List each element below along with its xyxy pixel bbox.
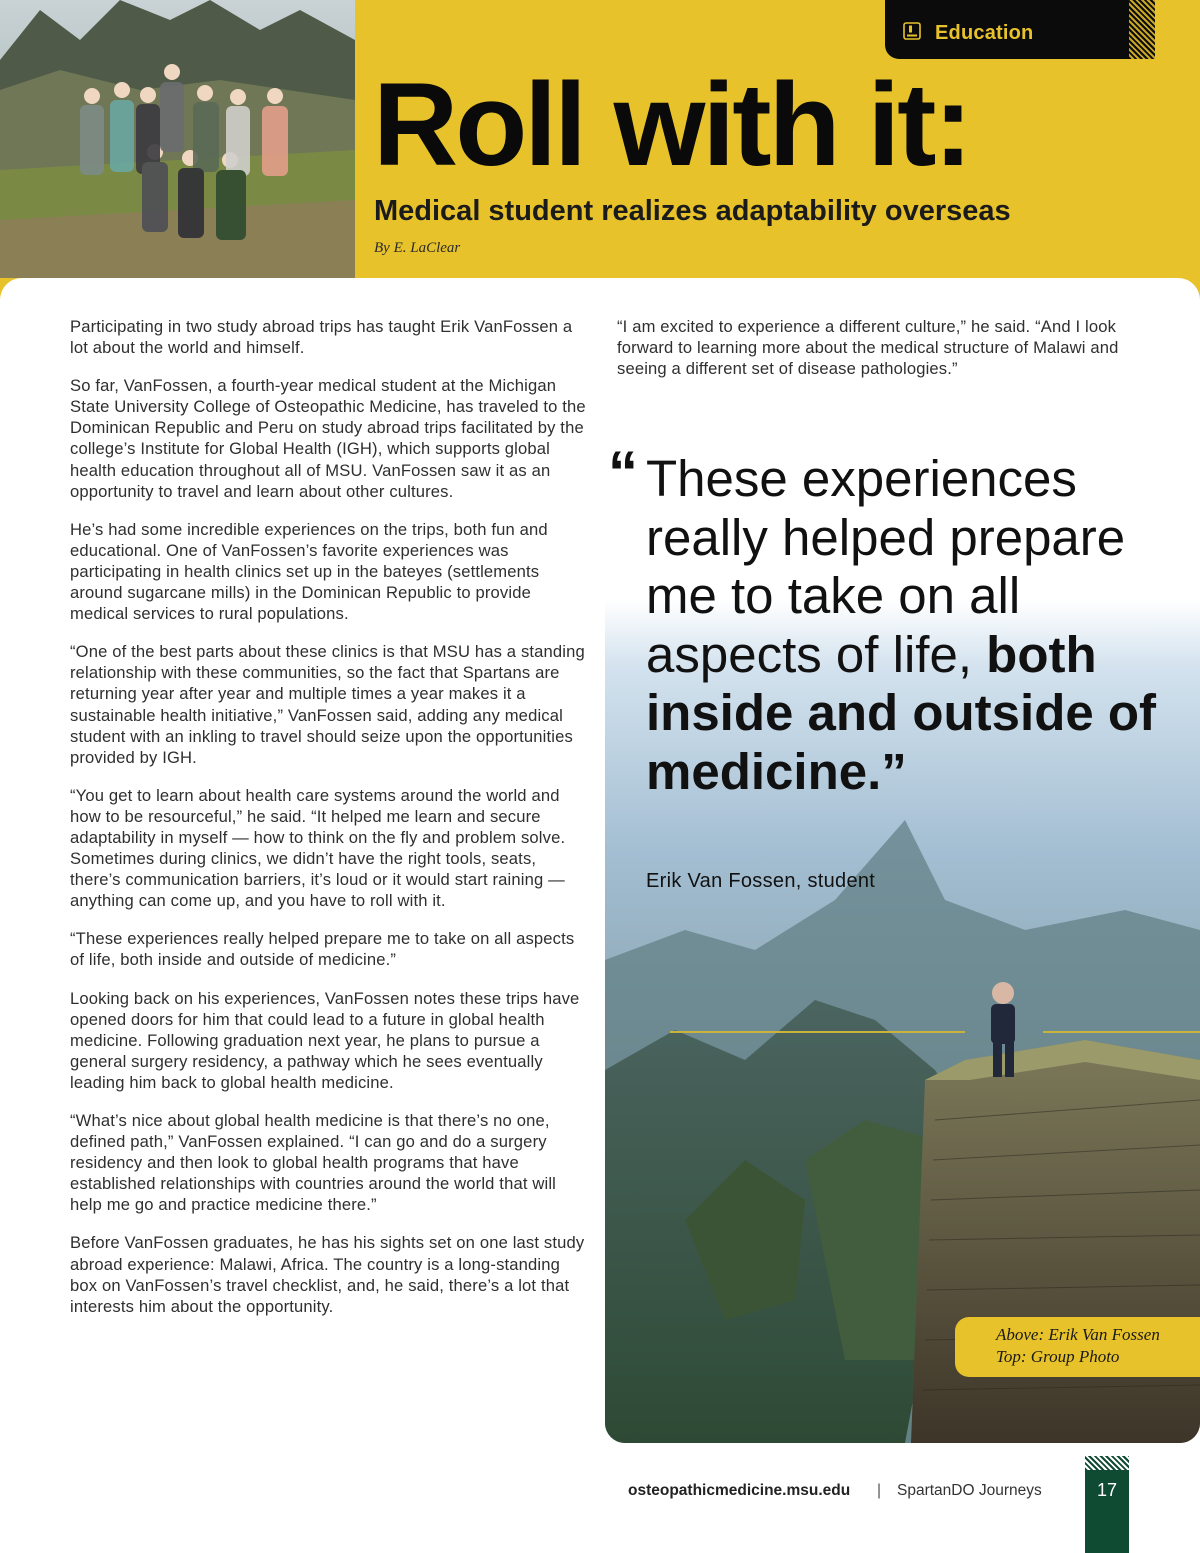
microscope-icon xyxy=(903,22,921,40)
paragraph: Participating in two study abroad trips has taught Erik VanFossen a lot about the world and himself. xyxy=(70,317,573,358)
section-tag xyxy=(885,0,1155,59)
footer-website-link[interactable]: osteopathicmedicine.msu.edu xyxy=(628,1482,851,1499)
pull-quote-regular: These experiences really helped prepare me to take on all aspects of life, xyxy=(646,450,1126,683)
caption-line-1: Above: Erik Van Fossen xyxy=(996,1325,1160,1344)
paragraph: “I am excited to experience a different culture,” he said. “And I look forward to learning more about the medical structure of Malawi and seeing a different set of disease pathologies.” xyxy=(617,317,1119,379)
paragraph: So far, VanFossen, a fourth-year medical student at the Michigan State University College of Osteopathic Medicine, has traveled to the Dominican Republic and Peru on study abroad trips facilitated by the college’s Institute for Global Health (IGH), which supports global health education throughout all of MSU. VanFossen saw it as an opportunity to travel and learn about other cultures. xyxy=(70,376,586,501)
tag-hatch-decoration xyxy=(1129,0,1155,59)
quote-attribution: Erik Van Fossen, student xyxy=(646,870,876,892)
paragraph: Before VanFossen graduates, he has his sights set on one last study abroad experience: Malawi, Africa. The country is a long-standing box on VanFossen’s travel checklist, and, he said, there’s a lot that interests him about the opportunity. xyxy=(70,1233,585,1316)
caption-line-2: Top: Group Photo xyxy=(996,1347,1120,1366)
paragraph: “What’s nice about global health medicine is that there’s no one, defined path,” VanFossen explained. “I can go and do a surgery residency and then look to global health programs that have established relationships with countries around the world that will help me go and practice medicine there.” xyxy=(70,1111,556,1215)
paragraph: “One of the best parts about these clinics is that MSU has a standing relationship with these communities, so the fact that Spartans are returning year after year and multiple times a year makes it a sustainable health initiative,” VanFossen said, adding any medical student with an inkling to travel should seize upon the opportunities provided by IGH. xyxy=(70,642,585,767)
footer-separator: | xyxy=(877,1482,882,1499)
paragraph: “These experiences really helped prepare me to take on all aspects of life, both inside and outside of medicine.” xyxy=(70,929,575,970)
paragraph: He’s had some incredible experiences on the trips, both fun and educational. One of VanFossen’s favorite experiences was participating in health clinics set up in the bateyes (settlements around sugarcane mills) in the Dominican Republic to provide medical services to rural populations. xyxy=(70,519,548,624)
quote-mark: “ xyxy=(608,439,638,506)
footer-magazine-name: SpartanDO Journeys xyxy=(897,1482,1042,1499)
page-number: 17 xyxy=(1096,1480,1118,1500)
photo-caption xyxy=(955,1317,1200,1377)
group-photo xyxy=(0,0,355,278)
section-tag-label: Education xyxy=(935,22,1034,44)
pull-quote-text xyxy=(608,450,1188,801)
article-subtitle: Medical student realizes adaptability overseas xyxy=(374,195,1011,227)
article-title: Roll with it: xyxy=(373,59,970,191)
byline: By E. LaClear xyxy=(374,240,461,256)
pull-quote-bold: both inside and outside of medicine.” xyxy=(646,625,1157,800)
page-number-box xyxy=(1085,1456,1129,1553)
paragraph: “You get to learn about health care systems around the world and how to be resourceful,” he said. “It helped me learn and secure adaptability in myself — how to think on the fly and problem solve. Sometimes during clinics, we didn’t have the right tools, seats, there’s communication barriers, it’s loud or it would start raining — anything can come up, and you have to roll with it. xyxy=(70,785,566,911)
body-column-left xyxy=(70,316,590,1334)
paragraph: Looking back on his experiences, VanFossen notes these trips have opened doors for him that could lead to a future in global health medicine. Following graduation next year, he plans to pursue a general surgery residency, a pathway which he sees eventually leading him back to global health medicine. xyxy=(70,988,580,1092)
body-column-right xyxy=(617,316,1137,396)
page-hatch-decoration xyxy=(1085,1456,1129,1470)
pull-quote xyxy=(608,439,1188,801)
